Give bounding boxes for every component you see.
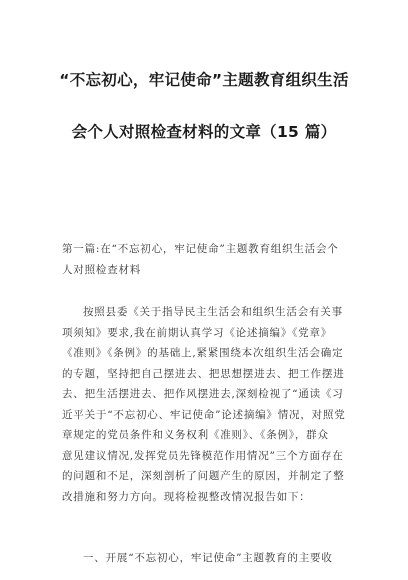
paragraph-line: 按照县委《关于指导民主生活会和组织生活会有关事 <box>83 306 343 318</box>
document-title-line-2: 会个人对照检查材料的文章（15 篇） <box>71 123 337 141</box>
body-paragraph <box>62 302 362 507</box>
paragraph-line: 去、把生活摆进去、把作风摆进去,深刻检视了“通读《习 <box>62 388 344 400</box>
paragraph-line: 的问题和不足，深刻剖析了问题产生的原因，并制定了整 <box>62 470 345 482</box>
section-heading <box>62 239 362 280</box>
paragraph-line: 近平关于“不忘初心、牢记使命”论述摘编》情况，对照党 <box>62 408 346 421</box>
document-title-line-1: “不忘初心，牢记使命”主题教育组织生活 <box>59 71 349 89</box>
paragraph-line: 《准则》《条例》的基础上,紧紧围绕本次组织生活会确定 <box>62 347 344 359</box>
paragraph-line: 改措施和努力方向。现将检视整改情况报告如下： <box>62 490 311 503</box>
paragraph-line: 意见建议情况,发挥党员先锋模范作用情况”三个方面存在 <box>62 449 344 462</box>
section-heading-line: 人对照检查材料 <box>62 263 142 276</box>
paragraph-line: 章规定的党员条件和义务权利《准则》、《条例》，群众 <box>62 429 329 441</box>
section-heading-line: 第一篇:在“不忘初心，牢记使命”主题教育组织生活会个 <box>62 243 339 255</box>
next-section-heading: 一、开展“不忘初心，牢记使命”主题教育的主要收 <box>83 552 333 564</box>
paragraph-line: 项须知》要求,我在前期认真学习《论述摘编》《党章》 <box>62 326 333 339</box>
paragraph-line: 的专题，坚持把自己摆进去、把思想摆进去、把工作摆进 <box>62 367 345 380</box>
